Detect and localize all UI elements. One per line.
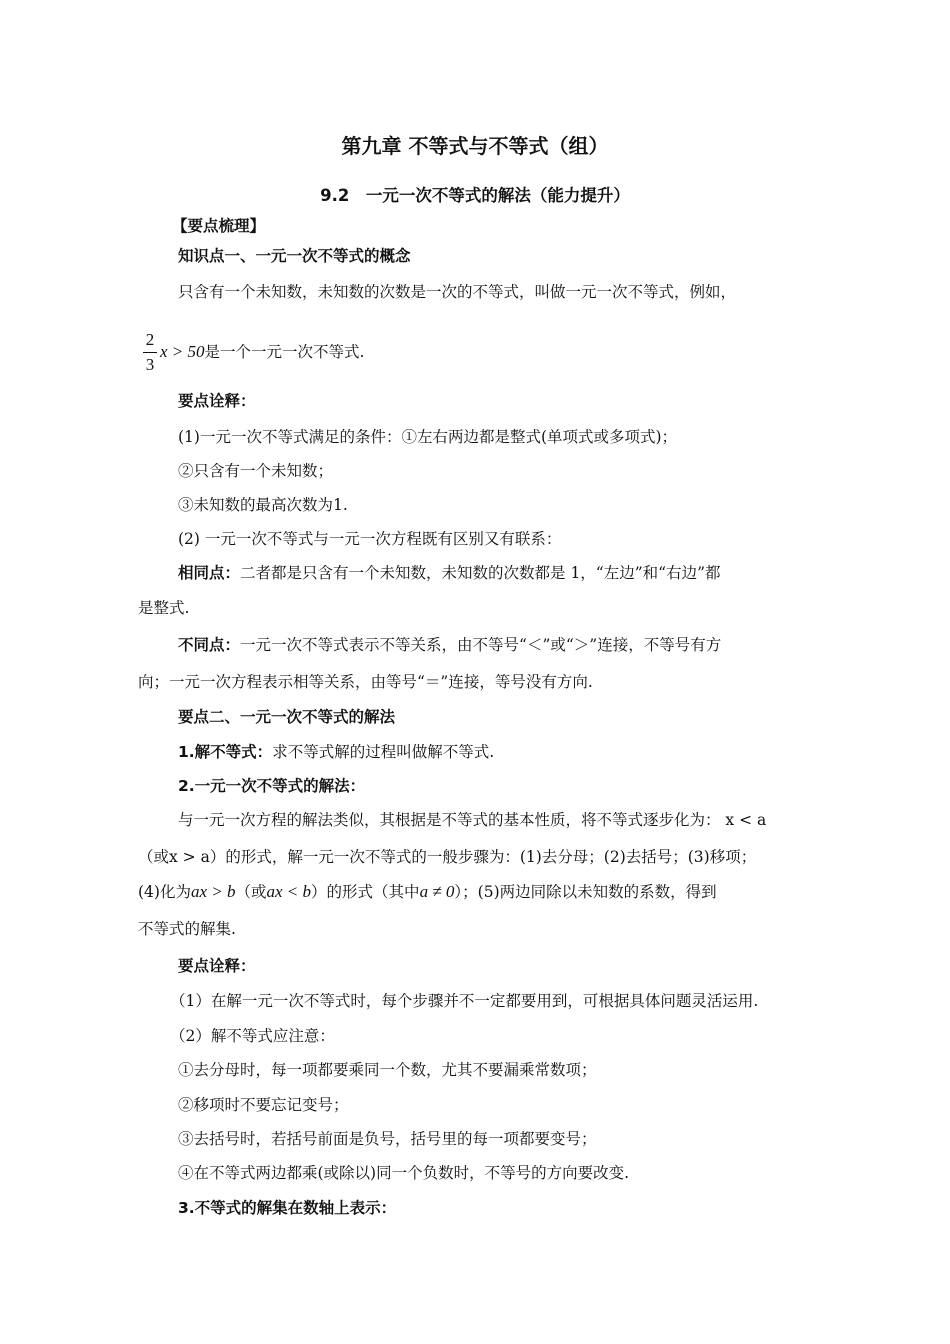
paragraph: 向；一元一次方程表示相等关系，由等号“＝”连接，等号没有方向. bbox=[138, 673, 593, 691]
text: (4)化为 bbox=[138, 883, 191, 901]
paragraph bbox=[178, 635, 721, 655]
paragraph: (2) 一元一次不等式与一元一次方程既有区别又有联系： bbox=[178, 530, 562, 548]
subheading: 3.不等式的解集在数轴上表示： bbox=[178, 1199, 397, 1217]
paragraph bbox=[178, 742, 494, 762]
point2-heading: 要点二、一元一次不等式的解法 bbox=[178, 708, 396, 726]
paragraph: （2）解不等式应注意： bbox=[170, 1027, 335, 1045]
fraction bbox=[143, 330, 157, 375]
note-heading: 要点诠释： bbox=[178, 392, 256, 410]
paragraph: （或x > a）的形式，解一元一次不等式的一般步骤为：(1)去分母；(2)去括号；(3)移项； bbox=[138, 848, 757, 866]
label: 相同点： bbox=[178, 564, 241, 582]
paragraph: ③去括号时，若括号前面是负号，括号里的每一项都要变号； bbox=[178, 1130, 597, 1148]
paragraph: ④在不等式两边都乘(或除以)同一个负数时，不等号的方向要改变. bbox=[178, 1164, 630, 1182]
paragraph: (1)一元一次不等式满足的条件：①左右两边都是整式(单项式或多项式)； bbox=[178, 428, 678, 446]
paragraph bbox=[138, 882, 717, 902]
paragraph: 只含有一个未知数，未知数的次数是一次的不等式，叫做一元一次不等式，例如， bbox=[178, 283, 737, 301]
paragraph: ②只含有一个未知数； bbox=[178, 462, 334, 480]
paragraph bbox=[178, 563, 721, 583]
text: ）的形式（其中 bbox=[311, 883, 420, 901]
summary-heading: 【要点梳理】 bbox=[172, 217, 266, 235]
paragraph: 不等式的解集. bbox=[138, 920, 236, 938]
paragraph: ②移项时不要忘记变号； bbox=[178, 1096, 349, 1114]
formula: ax > b bbox=[190, 882, 236, 901]
section-title: 9.2 一元一次不等式的解法（能力提升） bbox=[320, 186, 630, 205]
paragraph: 是整式. bbox=[138, 599, 190, 617]
subheading: 2.一元一次不等式的解法： bbox=[178, 777, 366, 795]
numerator: 2 bbox=[145, 330, 155, 349]
text: ）；(5)两边同除以未知数的系数，得到 bbox=[454, 883, 717, 901]
denominator: 3 bbox=[145, 355, 155, 374]
text: （或 bbox=[235, 883, 267, 901]
paragraph bbox=[160, 342, 364, 362]
text: 一元一次不等式表示不等关系，由不等号“＜”或“＞”连接，不等号有方 bbox=[240, 636, 722, 654]
text: 二者都是只含有一个未知数，未知数的次数都是 1，“左边”和“右边”都 bbox=[240, 564, 721, 582]
point1-heading: 知识点一、一元一次不等式的概念 bbox=[178, 247, 411, 265]
note-heading: 要点诠释： bbox=[178, 957, 256, 975]
text: 是一个一元一次不等式. bbox=[204, 343, 365, 361]
paragraph: 与一元一次方程的解法类似，其根据是不等式的基本性质，将不等式逐步化为： x < a bbox=[178, 811, 767, 829]
label: 不同点： bbox=[178, 636, 241, 654]
paragraph: ①去分母时，每一项都要乘同一个数，尤其不要漏乘常数项； bbox=[178, 1061, 597, 1079]
formula: a ≠ 0 bbox=[419, 882, 455, 901]
chapter-title: 第九章 不等式与不等式（组） bbox=[341, 134, 609, 158]
formula: x > 50 bbox=[160, 342, 205, 361]
formula: ax < b bbox=[266, 882, 312, 901]
label: 1.解不等式： bbox=[178, 743, 273, 761]
text: 求不等式解的过程叫做解不等式. bbox=[272, 743, 495, 761]
paragraph: ③未知数的最高次数为1. bbox=[178, 496, 348, 514]
paragraph: （1）在解一元一次不等式时，每个步骤并不一定都要用到，可根据具体问题灵活运用. bbox=[170, 992, 759, 1010]
